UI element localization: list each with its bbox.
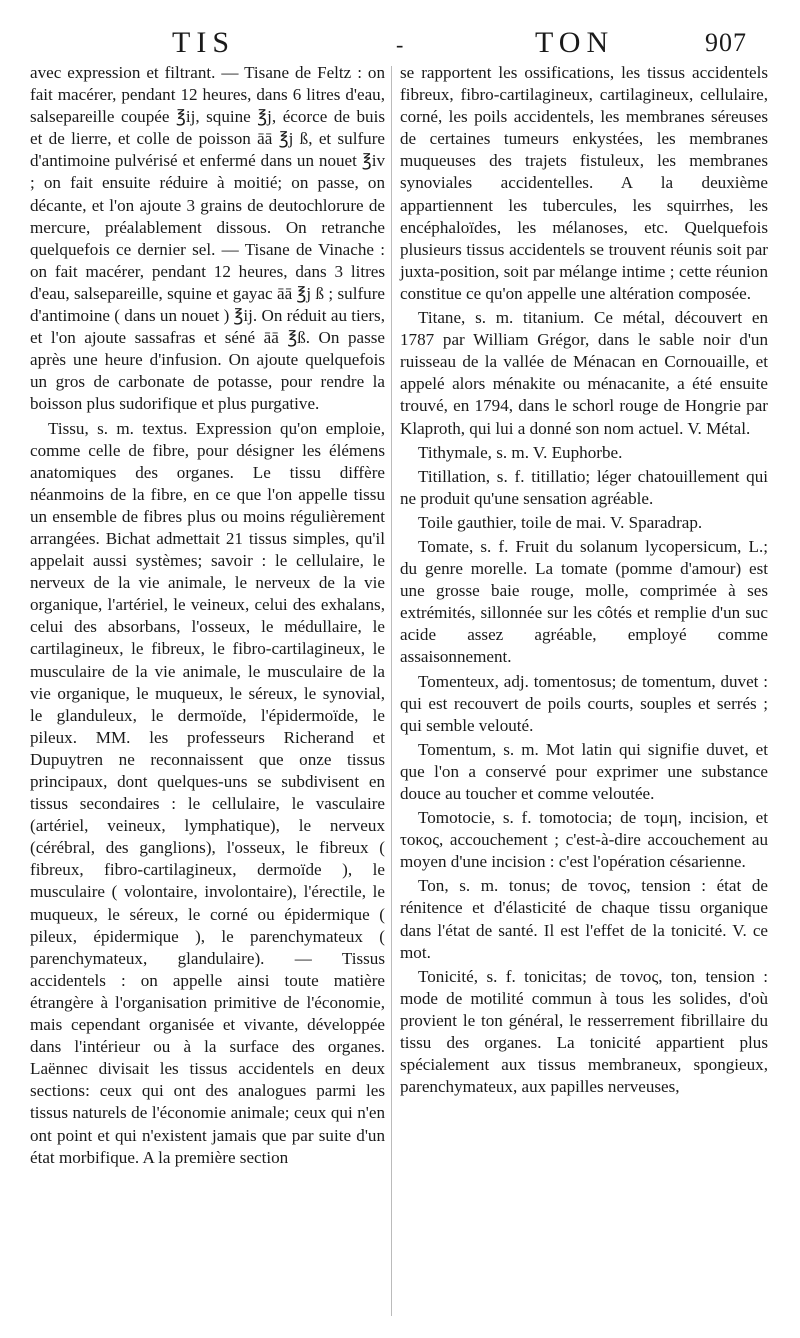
column-divider	[391, 66, 392, 1316]
running-head-center: TON	[535, 26, 615, 59]
entry-toile-gauthier: Toile gauthier, toile de mai. V. Sparadrap.	[418, 512, 703, 532]
entry-titane: Titane, s. m. titanium. Ce métal, découvert en 1787 par William Grégor, dans le sable noir d'un ruisseau de la vallée de Ménacan en Cornouaille, et appelé alors ménakite ou ménacanite, a été ensuite trouvé, en 1794, dans le schorl rouge de Hongrie par Klaproth, qui lui a donné son nom actuel. V. Métal.	[400, 308, 768, 438]
paragraph-tissu-continuation: se rapportent les ossifications, les tissus accidentels fibreux, fibro-cartilagineux, cartilagineux, cellulaire, corné, les poils accidentels, les membranes séreuses de certaines tumeurs enkystées, les membranes muqueuses des trajets fistuleux, les membranes synoviales accidentelles. A la deuxième appartiennent les tubercules, les squirrhes, les encéphaloïdes, les mélanoses, etc. Quelquefois plusieurs tissus accidentels se trouvent réunis soit par juxta-position, soit par mélange intime ; cette réunion constitue ce qu'on appelle une altération composée.	[400, 63, 768, 303]
entry-ton: Ton, s. m. tonus; de τονος, tension : état de rénitence et d'élasticité de chaque tissu organique dans l'état de santé. Il est l'effet de la tonicité. V. ce mot.	[400, 876, 768, 962]
running-header	[0, 14, 800, 58]
left-column	[30, 62, 385, 1169]
page-number: 907	[705, 28, 747, 57]
entry-tomentum: Tomentum, s. m. Mot latin qui signifie duvet, et que l'on a conservé pour exprimer une substance douce au toucher et comme veloutée.	[400, 739, 768, 803]
entry-titillation: Titillation, s. f. titillatio; léger chatouillement qui ne produit qu'une sensation agréable.	[400, 466, 768, 508]
entry-tissu: Tissu, s. m. textus. Expression qu'on emploie, comme celle de fibre, pour désigner les élémens anatomiques des organes. Le tissu diffère néanmoins de la fibre, en ce que l'on appelle tissu un ensemble de fibres plus ou moins régulièrement arrangées. Bichat admettait 21 tissus simples, qu'il appelait aussi systèmes; savoir : le cellulaire, le nerveux de la vie animale, le nerveux de la vie organique, l'artériel, le veineux, celui des exhalans, celui des absorbans, l'osseux, le médullaire, le cartilagineux, le fibreux, le fibro-cartilagineux, le musculaire de la vie animale, le musculaire de la vie organique, le muqueux, le séreux, le synovial, le glanduleux, le dermoïde, l'épidermoïde, le pileux. MM. les professeurs Richerand et Dupuytren ne reconnaissent que onze tissus principaux, dont quelques-uns se subdivisent en tissus secondaires : le cellulaire, le vasculaire (artériel, veineux, lymphatique), le nerveux (cérébral, des ganglions), l'osseux, le fibreux ( fibreux, fibro-cartilagineux, dermoïde ), le musculaire ( volontaire, involontaire), l'érectile, le muqueux, le séreux, le corné ou épidermique ( pileux, épidermique ), le parenchymateux ( parenchymateux, glandulaire). — Tissus accidentels : on appelle ainsi toute matière étrangère à l'organisation primitive de l'économie, mais cependant organisée et vivante, développée dans l'intérieur ou à la surface des organes. Laënnec divisait les tissus accidentels en deux sections: ceux qui ont des analogues parmi les tissus naturels de l'économie animale; ceux qui n'en ont point et qui n'existent jamais que par suite d'un état morbifique. A la première section	[30, 418, 385, 1167]
paragraph-tisane-continuation: avec expression et filtrant. — Tisane de Feltz : on fait macérer, pendant 12 heures, dans 6 litres d'eau, salsepareille coupée ℥ij, squine ℥j, écorce de buis et de lierre, et colle de poisson āā ℥j ß, et sulfure d'antimoine pulvérisé et enfermé dans un nouet ℥iv ; on fait ensuite réduire à moitié; on passe, on décante, et l'on ajoute 3 grains de deutochlorure de mercure, préalablement dissous. On retranche quelquefois ce dernier sel. — Tisane de Vinache : on fait macérer, pendant 12 heures, dans 3 litres d'eau, salsepareille, squine et gayac āā ℥j ß ; sulfure d'antimoine ( dans un nouet ) ℥ij. On réduit au tiers, et l'on ajoute sassafras et séné āā ℥ß. On passe après une heure d'infusion. On ajoute quelquefois un gros de carbonate de potasse, pour rendre la boisson plus sudorifique et plus purgative.	[30, 63, 385, 414]
entry-tithymale: Tithymale, s. m. V. Euphorbe.	[418, 442, 623, 462]
running-head-left: TIS	[172, 26, 235, 59]
entry-tomotocie: Tomotocie, s. f. tomotocia; de τομη, incision, et τοκος, accouchement ; c'est-à-dire accouchement au moyen d'une incision : c'est l'opération césarienne.	[400, 808, 768, 872]
right-column	[400, 62, 768, 1098]
entry-tomate: Tomate, s. f. Fruit du solanum lycopersicum, L.; du genre morelle. La tomate (pomme d'amour) est une grosse baie rouge, molle, comprimée à ses extrémités, sillonnée sur les côtés et remplie d'un suc acide assez agréable, employé comme assaisonnement.	[400, 536, 768, 667]
running-head-dash: -	[396, 32, 404, 57]
entry-tonicite: Tonicité, s. f. tonicitas; de τονος, ton, tension : mode de motilité commun à tous les solides, d'où provient le ton général, le resserrement fibrillaire du tissu des organes. La tonicité appartient plus spécialement aux tissus membraneux, spongieux, parenchymateux, aux papilles nerveuses,	[400, 966, 768, 1097]
entry-tomenteux: Tomenteux, adj. tomentosus; de tomentum, duvet : qui est recouvert de poils courts, souples et serrés ; qui semble velouté.	[400, 671, 768, 735]
